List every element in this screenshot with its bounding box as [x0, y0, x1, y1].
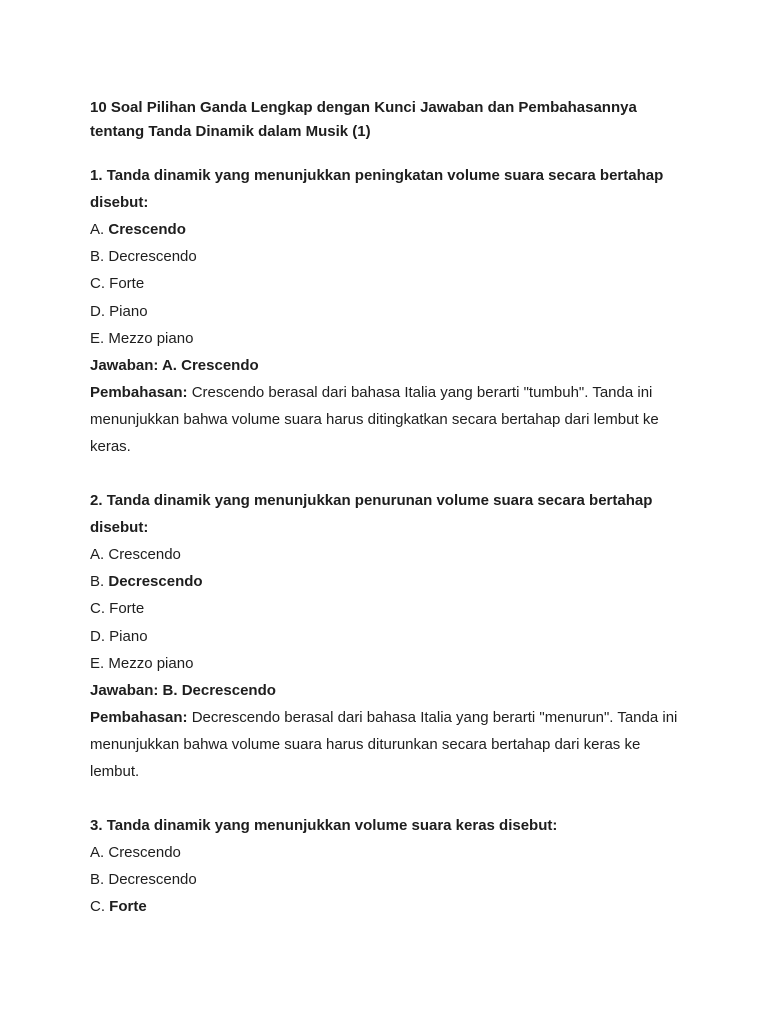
option-text: Forte — [109, 600, 145, 618]
option-letter: B. — [90, 871, 105, 889]
question-prompt: Tanda dinamik yang menunjukkan volume suara keras disebut: — [106, 817, 558, 835]
question-3 — [90, 812, 690, 921]
option-text-correct: Decrescendo — [108, 573, 203, 591]
answer-key: Jawaban: B. Decrescendo — [90, 682, 276, 700]
explanation — [90, 379, 690, 460]
option-letter: C. — [90, 600, 105, 618]
question-text — [90, 487, 690, 541]
document-page — [90, 96, 690, 948]
option-text: Mezzo piano — [108, 329, 194, 347]
question-number: 2. — [90, 492, 103, 510]
option-e — [90, 650, 690, 677]
option-letter: E. — [90, 329, 105, 347]
option-letter: D. — [90, 627, 105, 645]
explanation-label: Pembahasan: — [90, 384, 188, 402]
question-text — [90, 162, 690, 216]
option-letter: B. — [90, 248, 105, 266]
option-letter: A. — [90, 221, 105, 238]
option-letter: A. — [90, 844, 105, 862]
option-text: Forte — [109, 275, 145, 293]
option-letter: C. — [90, 275, 105, 293]
question-number: 3. — [90, 817, 103, 835]
option-c — [90, 595, 690, 622]
option-letter: C. — [90, 898, 105, 916]
option-e — [90, 325, 690, 352]
option-text: Decrescendo — [108, 248, 197, 266]
explanation-text: Crescendo berasal dari bahasa Italia yang berarti "tumbuh". Tanda ini menunjukkan bahwa volume suara harus ditingkatkan secara bertahap dari lembut ke keras. — [90, 384, 659, 456]
option-text: Crescendo — [108, 844, 181, 862]
option-d — [90, 298, 690, 325]
option-text: Mezzo piano — [108, 654, 194, 672]
option-text: Crescendo — [108, 546, 181, 564]
option-c — [90, 893, 690, 920]
question-prompt: Tanda dinamik yang menunjukkan peningkatan volume suara secara bertahap disebut: — [90, 167, 664, 211]
option-d — [90, 623, 690, 650]
option-text: Decrescendo — [108, 871, 197, 889]
option-a — [90, 839, 690, 866]
option-text: Piano — [109, 302, 148, 320]
document-title: 10 Soal Pilihan Ganda Lengkap dengan Kunci Jawaban dan Pembahasannya tentang Tanda Dinamik dalam Musik (1) — [90, 99, 637, 140]
question-text — [90, 812, 690, 839]
option-a — [90, 216, 690, 243]
option-a — [90, 541, 690, 568]
option-letter: E. — [90, 654, 105, 672]
explanation-label: Pembahasan: — [90, 709, 188, 727]
question-number: 1. — [90, 167, 103, 184]
option-text-correct: Crescendo — [108, 221, 186, 238]
option-letter: D. — [90, 302, 105, 320]
question-prompt: Tanda dinamik yang menunjukkan penurunan volume suara secara bertahap disebut: — [90, 492, 653, 537]
option-text: Piano — [109, 627, 148, 645]
option-text-correct: Forte — [109, 898, 147, 916]
option-b — [90, 568, 690, 595]
option-b — [90, 243, 690, 270]
option-c — [90, 270, 690, 297]
question-1 — [90, 162, 690, 460]
option-letter: A. — [90, 546, 105, 564]
option-b — [90, 866, 690, 893]
answer-key: Jawaban: A. Crescendo — [90, 357, 259, 375]
explanation — [90, 704, 690, 785]
question-2 — [90, 487, 690, 785]
explanation-text: Decrescendo berasal dari bahasa Italia yang berarti "menurun". Tanda ini menunjukkan bahwa volume suara harus diturunkan secara bertahap dari keras ke lembut. — [90, 709, 678, 781]
option-letter: B. — [90, 573, 105, 591]
